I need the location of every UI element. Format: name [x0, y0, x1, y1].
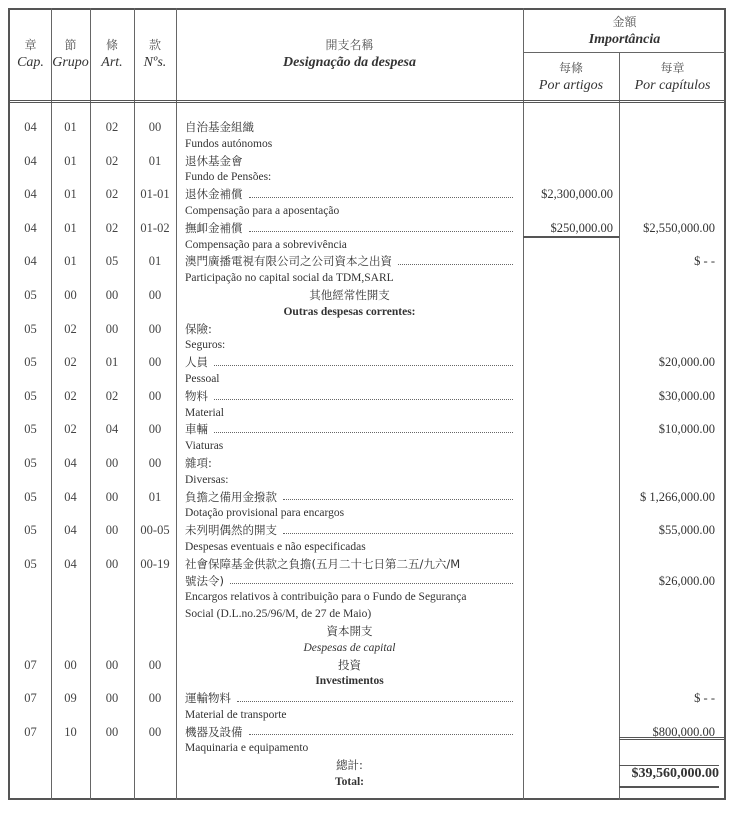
designation-pt: Total:: [335, 776, 364, 789]
designation-pt: Outras despesas correntes:: [283, 305, 416, 318]
designation: [176, 673, 523, 690]
table-row: [0, 253, 738, 287]
designation-zh: 退休基金會: [185, 153, 243, 168]
table-row: [0, 455, 738, 489]
header-divider: [523, 52, 726, 53]
grupo-code: 01: [64, 153, 77, 168]
designation: [185, 556, 515, 573]
designation-zh: 社會保障基金供款之負擔(五月二十七日第二五/九六/M: [185, 556, 461, 571]
nos-code: 00: [148, 388, 162, 403]
nos-code: 00: [148, 120, 162, 134]
header-por-capitulos: [619, 60, 726, 94]
table-row: [0, 354, 738, 388]
amount-por-capitulos: $20,000.00: [658, 355, 715, 370]
header-art: [90, 37, 134, 71]
designation: [185, 354, 515, 371]
header-por-artigos-zh: 每條: [558, 61, 583, 75]
art-code: 04: [105, 422, 119, 437]
dotted-leader: [237, 690, 513, 702]
art-code: 02: [105, 220, 119, 235]
designation-zh: 機器及設備: [185, 724, 243, 739]
row-line: [0, 455, 738, 472]
row-line: [0, 371, 738, 388]
cap-code: 04: [24, 120, 37, 134]
header-grupo: [51, 37, 90, 71]
designation-pt: Participação no capital social da TDM,SARL: [185, 272, 394, 285]
header-cap-zh: 章: [24, 38, 37, 52]
amount-por-capitulos: $800,000.00: [652, 724, 715, 739]
dotted-leader: [230, 573, 513, 585]
table-row: [0, 657, 738, 691]
row-line: [0, 220, 738, 237]
nos-code: 01: [148, 153, 162, 168]
header-cap: [10, 37, 51, 71]
header-por-artigos-pt: Por artigos: [538, 78, 604, 93]
cap-code: 05: [24, 321, 37, 336]
designation-zh: 總計:: [336, 758, 363, 773]
header-importancia-pt: Importância: [588, 32, 661, 47]
art-code: 02: [105, 187, 119, 202]
designation: [176, 304, 523, 321]
designation-zh: 自治基金組織: [185, 120, 254, 134]
designation-pt: Social (D.L.no.25/96/M, de 27 de Maio): [185, 608, 372, 621]
row-line: [0, 505, 738, 522]
designation: [185, 220, 515, 237]
designation: [185, 237, 515, 254]
amount-por-capitulos: $10,000.00: [658, 422, 715, 437]
designation-pt: Fundo de Pensões:: [185, 171, 272, 184]
row-line: [0, 539, 738, 556]
dotted-leader: [249, 724, 514, 736]
nos-code: 00-19: [140, 556, 170, 571]
row-line: [0, 304, 738, 321]
nos-code: 01-01: [140, 187, 170, 202]
grupo-code: 02: [64, 388, 77, 403]
table-row: [0, 623, 738, 657]
grupo-code: 01: [64, 254, 77, 269]
designation: [185, 186, 515, 203]
designation: [185, 153, 515, 170]
cap-code: 05: [24, 388, 37, 403]
dotted-leader: [214, 421, 513, 433]
header-designacao-pt: Designação da despesa: [283, 55, 416, 70]
art-code: 00: [105, 321, 119, 336]
row-line: [0, 589, 738, 606]
table-row: [0, 220, 738, 254]
designation-zh: 其他經常性開支: [309, 287, 390, 302]
row-line: [0, 438, 738, 455]
designation-zh: 退休金補償: [185, 187, 243, 202]
cap-code: 04: [24, 187, 37, 202]
amount-por-capitulos: $2,550,000.00: [643, 220, 715, 235]
cap-code: 07: [24, 691, 37, 706]
header-designacao: [176, 37, 523, 71]
designation: [185, 438, 515, 455]
designation-zh: 未列明偶然的開支: [185, 523, 277, 538]
row-line: [0, 690, 738, 707]
designation-zh: 運輸物料: [185, 691, 231, 706]
grupo-code: 04: [64, 523, 77, 538]
designation-pt: Despesas eventuais e não especificadas: [185, 540, 366, 553]
art-code: 00: [105, 724, 119, 739]
cap-code: 07: [24, 724, 37, 739]
nos-code: 00-05: [140, 523, 170, 538]
row-line: [0, 203, 738, 220]
grupo-code: 04: [64, 556, 77, 571]
designation: [185, 253, 515, 270]
row-line: [0, 388, 738, 405]
amount-por-artigos: $2,300,000.00: [541, 187, 613, 202]
designation: [185, 203, 515, 220]
art-code: 02: [105, 388, 119, 403]
designation-pt: Material: [185, 406, 224, 419]
designation: [185, 455, 515, 472]
art-code: 00: [105, 556, 119, 571]
designation: [185, 539, 515, 556]
designation: [185, 606, 515, 623]
cap-code: 05: [24, 422, 37, 437]
grupo-code: 02: [64, 355, 77, 370]
row-line: [0, 657, 738, 674]
dotted-leader: [249, 186, 514, 198]
designation-zh: 負擔之備用金撥款: [185, 489, 277, 504]
row-line: [0, 573, 738, 590]
header-por-capitulos-pt: Por capítulos: [634, 78, 711, 93]
header-bottom-rule: [8, 100, 726, 103]
row-line: [0, 354, 738, 371]
designation-zh: 物料: [185, 388, 208, 403]
amount-por-capitulos: $55,000.00: [658, 523, 715, 538]
cap-code: 04: [24, 254, 37, 269]
designation-pt: Compensação para a aposentação: [185, 204, 340, 217]
amount-por-capitulos: $ 1,266,000.00: [640, 489, 715, 504]
table-row: [0, 421, 738, 455]
table-row: [0, 287, 738, 321]
designation: [185, 421, 515, 438]
cap-code: 05: [24, 556, 37, 571]
designation-zh: 車輛: [185, 422, 208, 437]
art-code: 00: [105, 523, 119, 538]
designation: [176, 287, 523, 304]
row-line: [0, 707, 738, 724]
row-line: [0, 640, 738, 657]
designation-zh: 撫卹金補償: [185, 220, 243, 235]
dotted-leader: [283, 522, 513, 534]
art-code: 00: [105, 657, 119, 672]
budget-rows: [0, 119, 738, 791]
art-code: 01: [105, 355, 119, 370]
amount-por-capitulos: $26,000.00: [658, 573, 715, 588]
row-line: [0, 405, 738, 422]
row-line: [0, 119, 738, 136]
designation: [185, 707, 515, 724]
designation-pt: Pessoal: [185, 372, 220, 385]
designation: [185, 405, 515, 422]
row-line: [0, 321, 738, 338]
row-line: [0, 253, 738, 270]
nos-code: 00: [148, 691, 162, 706]
designation-pt: Encargos relativos à contribuição para o Fundo de Segurança: [185, 591, 467, 604]
designation: [185, 388, 515, 405]
header-nos: [134, 37, 176, 71]
designation-zh: 號法令): [185, 573, 224, 588]
row-line: [0, 673, 738, 690]
amount-por-capitulos: $ - -: [694, 254, 715, 269]
row-line: [0, 287, 738, 304]
nos-code: 00: [148, 724, 162, 739]
row-line: [0, 556, 738, 573]
grupo-code: 00: [64, 287, 77, 302]
amount-por-capitulos: $ - -: [694, 691, 715, 706]
art-code: 00: [105, 455, 119, 470]
grupo-code: 01: [64, 187, 77, 202]
designation: [185, 371, 515, 388]
designation: [176, 640, 523, 657]
grupo-code: 04: [64, 489, 77, 504]
row-line: [0, 169, 738, 186]
designation-pt: Material de transporte: [185, 708, 287, 721]
designation-pt: Viaturas: [185, 440, 224, 453]
row-line: [0, 522, 738, 539]
cap-code: 07: [24, 657, 37, 672]
table-row: [0, 522, 738, 556]
grupo-code: 10: [64, 724, 77, 739]
designation-pt: Diversas:: [185, 473, 229, 486]
designation-pt: Compensação para a sobrevivência: [185, 238, 347, 251]
table-row: [0, 556, 738, 623]
grupo-code: 01: [64, 120, 77, 134]
designation-zh: 澳門廣播電視有限公司之公司資本之出資: [185, 254, 392, 269]
nos-code: 00: [148, 422, 162, 437]
amount-por-artigos: $250,000.00: [550, 220, 613, 235]
row-line: [0, 186, 738, 203]
grupo-code: 09: [64, 691, 77, 706]
designation: [185, 489, 515, 506]
designation-pt: Fundos autónomos: [185, 137, 273, 150]
row-line: [0, 153, 738, 170]
designation-pt: Seguros:: [185, 339, 226, 352]
dotted-leader: [398, 253, 513, 265]
art-code: 02: [105, 153, 119, 168]
row-line: [0, 337, 738, 354]
designation-pt: Maquinaria e equipamento: [185, 742, 309, 755]
designation-zh: 資本開支: [326, 623, 373, 638]
header-grupo-zh: 節: [64, 38, 77, 52]
dotted-leader: [214, 388, 513, 400]
designation: [185, 589, 515, 606]
table-row: [0, 388, 738, 422]
dotted-leader: [214, 354, 513, 366]
nos-code: 00: [148, 355, 162, 370]
table-row: [0, 186, 738, 220]
header-nos-pt: Nºs.: [143, 55, 167, 70]
row-line: [0, 136, 738, 153]
art-code: 00: [105, 489, 119, 504]
designation: [185, 472, 515, 489]
designation-zh: 投資: [338, 657, 361, 672]
designation-pt: Investimentos: [315, 675, 384, 688]
designation: [185, 337, 515, 354]
header-art-pt: Art.: [101, 55, 123, 70]
designation: [176, 774, 523, 791]
cap-code: 05: [24, 287, 37, 302]
amount-por-capitulos: $30,000.00: [658, 388, 715, 403]
row-line: [0, 270, 738, 287]
cap-code: 04: [24, 220, 37, 235]
header-por-artigos: [523, 60, 619, 94]
table-row: [0, 690, 738, 724]
cap-code: 04: [24, 153, 37, 168]
designation: [185, 270, 515, 287]
designation: [176, 757, 523, 774]
row-line: [0, 237, 738, 254]
header-importancia: [523, 14, 726, 48]
header-nos-zh: 款: [148, 38, 161, 52]
nos-code: 01-02: [140, 220, 170, 235]
header-designacao-zh: 開支名稱: [325, 38, 374, 52]
designation: [185, 690, 515, 707]
row-line: [0, 472, 738, 489]
cap-code: 05: [24, 489, 37, 504]
nos-code: 00: [148, 657, 162, 672]
designation: [176, 623, 523, 640]
grupo-code: 00: [64, 657, 77, 672]
table-row: [0, 489, 738, 523]
designation-zh: 雜項:: [185, 455, 212, 470]
nos-code: 01: [148, 254, 162, 269]
art-code: 00: [105, 287, 119, 302]
cap-code: 05: [24, 523, 37, 538]
header-importancia-zh: 金額: [612, 15, 637, 29]
designation: [185, 522, 515, 539]
row-line: [0, 489, 738, 506]
total-amount: $39,560,000.00: [619, 765, 719, 788]
header-art-zh: 條: [105, 38, 118, 52]
grupo-code: 04: [64, 455, 77, 470]
table-row: [0, 321, 738, 355]
row-line: [0, 623, 738, 640]
art-code: 05: [105, 254, 119, 269]
table-row: [0, 119, 738, 153]
designation: [185, 573, 515, 590]
dotted-leader: [249, 220, 514, 232]
grupo-code: 01: [64, 220, 77, 235]
designation: [185, 119, 515, 136]
row-line: [0, 421, 738, 438]
table-row: [0, 153, 738, 187]
grupo-code: 02: [64, 321, 77, 336]
art-code: 02: [105, 120, 119, 134]
grupo-code: 02: [64, 422, 77, 437]
cap-code: 05: [24, 455, 37, 470]
art-code: 00: [105, 691, 119, 706]
header-por-capitulos-zh: 每章: [660, 61, 685, 75]
designation-zh: 保險:: [185, 321, 212, 336]
designation: [185, 321, 515, 338]
designation: [185, 724, 515, 741]
nos-code: 00: [148, 321, 162, 336]
designation: [176, 657, 523, 674]
designation-pt: Dotação provisional para encargos: [185, 507, 345, 520]
header-cap-pt: Cap.: [17, 55, 44, 70]
dotted-leader: [283, 489, 513, 501]
designation: [185, 505, 515, 522]
nos-code: 00: [148, 455, 162, 470]
designation-zh: 人員: [185, 355, 208, 370]
nos-code: 01: [148, 489, 162, 504]
designation: [185, 136, 515, 153]
designation-pt: Despesas de capital: [303, 641, 396, 654]
designation: [185, 740, 515, 757]
cap-code: 05: [24, 355, 37, 370]
designation: [185, 169, 515, 186]
row-line: [0, 606, 738, 623]
nos-code: 00: [148, 287, 162, 302]
header-grupo-pt: Grupo: [52, 55, 89, 70]
